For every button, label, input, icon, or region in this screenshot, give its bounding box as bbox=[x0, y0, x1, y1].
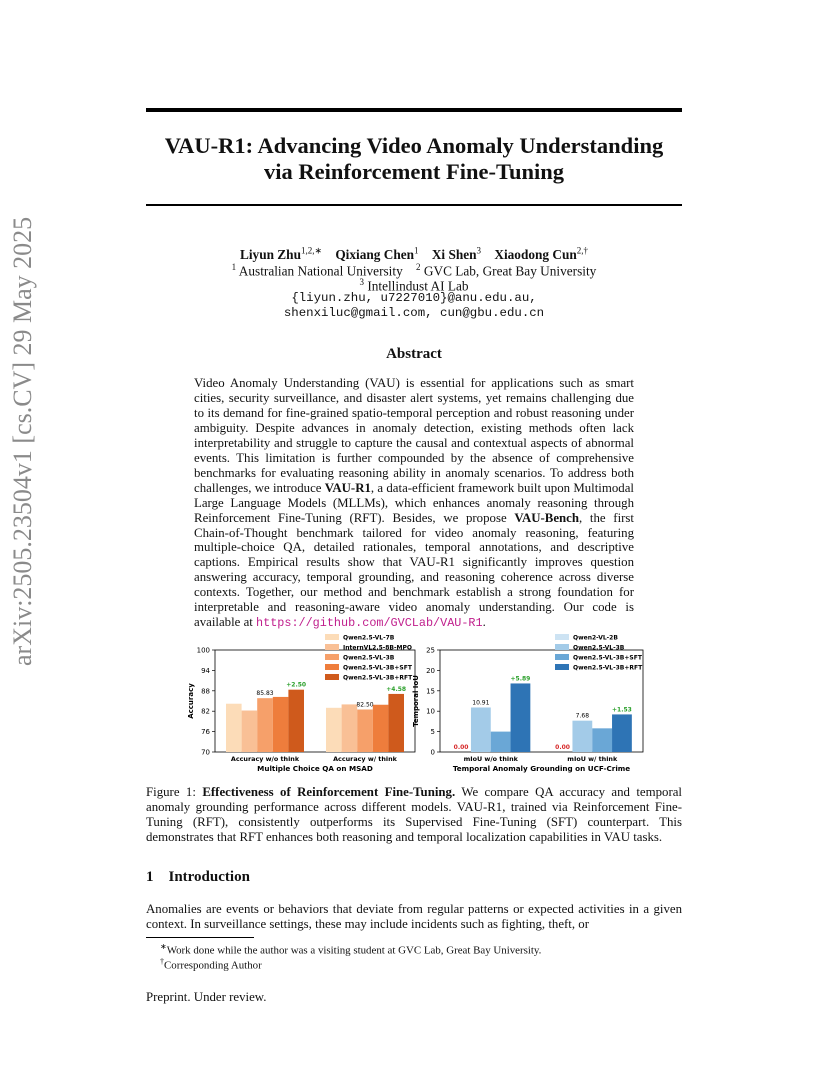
title-bottom-rule bbox=[146, 204, 682, 206]
bar bbox=[226, 704, 242, 752]
bar bbox=[572, 721, 592, 752]
y-axis-label: Accuracy bbox=[187, 683, 195, 719]
figure-1-charts bbox=[180, 632, 650, 778]
footnote-1: ∗Work done while the author was a visiting student at GVC Lab, Great Bay University. bbox=[160, 942, 542, 957]
legend-swatch bbox=[555, 654, 569, 660]
bar bbox=[357, 710, 373, 753]
legend-swatch bbox=[555, 664, 569, 670]
data-label: +5.89 bbox=[510, 675, 531, 683]
y-tick-label: 5 bbox=[430, 728, 435, 737]
bar bbox=[592, 728, 612, 752]
x-tick-label: Accuracy w/ think bbox=[333, 755, 397, 763]
email-line2: shenxiluc@gmail.com, cun@gbu.edu.cn bbox=[283, 306, 545, 320]
bar bbox=[388, 694, 404, 752]
data-label: +4.58 bbox=[386, 685, 407, 693]
bar bbox=[511, 683, 531, 752]
bar bbox=[342, 704, 358, 752]
bar bbox=[326, 708, 342, 752]
y-tick-label: 25 bbox=[426, 646, 435, 655]
y-tick-label: 88 bbox=[201, 687, 210, 696]
footnote-rule bbox=[146, 937, 254, 938]
y-tick-label: 76 bbox=[201, 728, 210, 737]
legend-label: Qwen2.5-VL-3B+RFT bbox=[343, 674, 413, 682]
data-label: 0.00 bbox=[555, 744, 570, 751]
bar bbox=[273, 697, 289, 752]
y-tick-label: 15 bbox=[426, 687, 435, 696]
chart-temporal-grounding bbox=[412, 634, 643, 773]
bar bbox=[471, 707, 491, 752]
legend-label: Qwen2.5-VL-3B bbox=[343, 654, 395, 662]
bar bbox=[257, 698, 273, 752]
chart-title: Temporal Anomaly Grounding on UCF-Crime bbox=[452, 764, 631, 773]
code-link[interactable]: https://github.com/GVCLab/VAU-R1 bbox=[256, 616, 483, 631]
legend-swatch bbox=[325, 674, 339, 680]
legend-swatch bbox=[555, 634, 569, 640]
affiliations-line1: $^1$ Australian National University $^2$ GVC Lab, Great Bay University bbox=[231, 262, 597, 279]
x-tick-label: mIoU w/o think bbox=[463, 755, 518, 763]
data-label: +1.53 bbox=[612, 706, 632, 714]
bar bbox=[242, 711, 258, 752]
legend-swatch bbox=[325, 644, 339, 650]
footnote-2: †Corresponding Author bbox=[160, 957, 262, 972]
intro-paragraph: Anomalies are events or behaviors that deviate from regular patterns or expected activities in a given context. In surveillance settings, these may include incidents such as fighting, theft, or bbox=[146, 902, 682, 932]
y-tick-label: 70 bbox=[201, 748, 210, 757]
data-label: 82.50 bbox=[356, 701, 374, 709]
x-tick-label: mIoU w/ think bbox=[567, 755, 618, 763]
title-top-rule bbox=[146, 108, 682, 112]
y-tick-label: 82 bbox=[201, 707, 210, 716]
abstract-heading: Abstract bbox=[386, 346, 442, 362]
legend-label: InternVL2.5-8B-MPO bbox=[343, 644, 412, 652]
y-axis-label: Temporal IoU bbox=[412, 675, 420, 727]
data-label: 7.68 bbox=[575, 712, 590, 720]
legend-label: Qwen2.5-VL-3B+SFT bbox=[343, 664, 412, 672]
bar bbox=[288, 690, 304, 752]
section-heading-introduction: 1 Introduction bbox=[146, 869, 250, 885]
y-tick-label: 94 bbox=[201, 666, 210, 675]
legend-swatch bbox=[325, 664, 339, 670]
y-tick-label: 100 bbox=[196, 646, 210, 655]
affiliations-line2: $^3$ Intellindust AI Lab bbox=[359, 277, 469, 294]
legend-swatch bbox=[325, 634, 339, 640]
y-tick-label: 0 bbox=[430, 748, 435, 757]
bar bbox=[373, 705, 389, 752]
email-line1: {liyun.zhu, u7227010}@anu.edu.au, bbox=[291, 291, 537, 305]
legend-label: Qwen2.5-VL-3B bbox=[573, 644, 625, 652]
abstract-body: Video Anomaly Understanding (VAU) is essential for applications such as smart cities, security surveillance, and disaster alert systems, yet remains challenging due to its demand for fine-grained spatio-temporal perception and robust reasoning under ambiguity. Despite advances in anomaly detection, existing methods often lack interpretability and struggle to capture the causal and contextual aspects of abnormal events. This limitation is further compounded by the absence of comprehensive benchmarks for evaluating reasoning ability in anomaly scenarios. To address both challenges, we introduce VAU-R1, a data-efficient framework built upon Multimodal Large Language Models (MLLMs), which enhances anomaly reasoning through Reinforcement Fine-Tuning (RFT). Besides, we propose VAU-Bench, the first Chain-of-Thought benchmark tailored for video anomaly reasoning, featuring multiple-choice QA, detailed rationales, temporal annotations, and descriptive captions. Empirical results show that VAU-R1 significantly improves question answering accuracy, temporal grounding, and reasoning coherence across diverse contexts. Together, our method and benchmark establish a strong foundation for interpretable and reasoning-aware video anomaly understanding. Our code is available at https://github.com/GVCLab/VAU-R1. bbox=[194, 376, 634, 631]
author-1: Liyun Zhu$^{1,2,∗}$ bbox=[239, 246, 323, 263]
legend-swatch bbox=[555, 644, 569, 650]
data-label: 85.83 bbox=[256, 690, 274, 698]
x-tick-label: Accuracy w/o think bbox=[230, 755, 300, 763]
preprint-note: Preprint. Under review. bbox=[146, 990, 267, 1004]
author-2: Qixiang Chen$^1$ bbox=[335, 246, 419, 263]
legend-label: Qwen2-VL-2B bbox=[573, 634, 618, 642]
legend-swatch bbox=[325, 654, 339, 660]
paper-title-line2: via Reinforcement Fine-Tuning bbox=[263, 159, 564, 184]
author-4: Xiaodong Cun$^{2,\dagger}$ bbox=[494, 246, 588, 263]
figure-1-caption: Figure 1: Effectiveness of Reinforcement Fine-Tuning. We compare QA accuracy and temporal anomaly grounding performance across different models. VAU-R1, trained via Reinforcement Fine-Tuning (RFT), consistently outperforms its Supervised Fine-Tuning (SFT) counterpart. This demonstrates that RFT enhances both reasoning and temporal localization capabilities in VAU tasks. bbox=[146, 785, 683, 844]
legend-label: Qwen2.5-VL-3B+RFT bbox=[573, 664, 643, 672]
bar bbox=[612, 714, 632, 752]
data-label: 10.91 bbox=[472, 699, 490, 707]
data-label: +2.50 bbox=[286, 681, 307, 689]
y-tick-label: 10 bbox=[426, 707, 435, 716]
author-3: Xi Shen$^3$ bbox=[431, 246, 482, 263]
chart-title: Multiple Choice QA on MSAD bbox=[257, 764, 373, 773]
bar bbox=[491, 732, 511, 752]
legend-label: Qwen2.5-VL-3B+SFT bbox=[573, 654, 642, 662]
chart-multiple-choice-qa bbox=[187, 634, 415, 773]
y-tick-label: 20 bbox=[426, 666, 435, 675]
paper-title-line1: VAU-R1: Advancing Video Anomaly Understanding bbox=[164, 133, 664, 158]
legend-label: Qwen2.5-VL-7B bbox=[343, 634, 395, 642]
data-label: 0.00 bbox=[453, 744, 469, 751]
